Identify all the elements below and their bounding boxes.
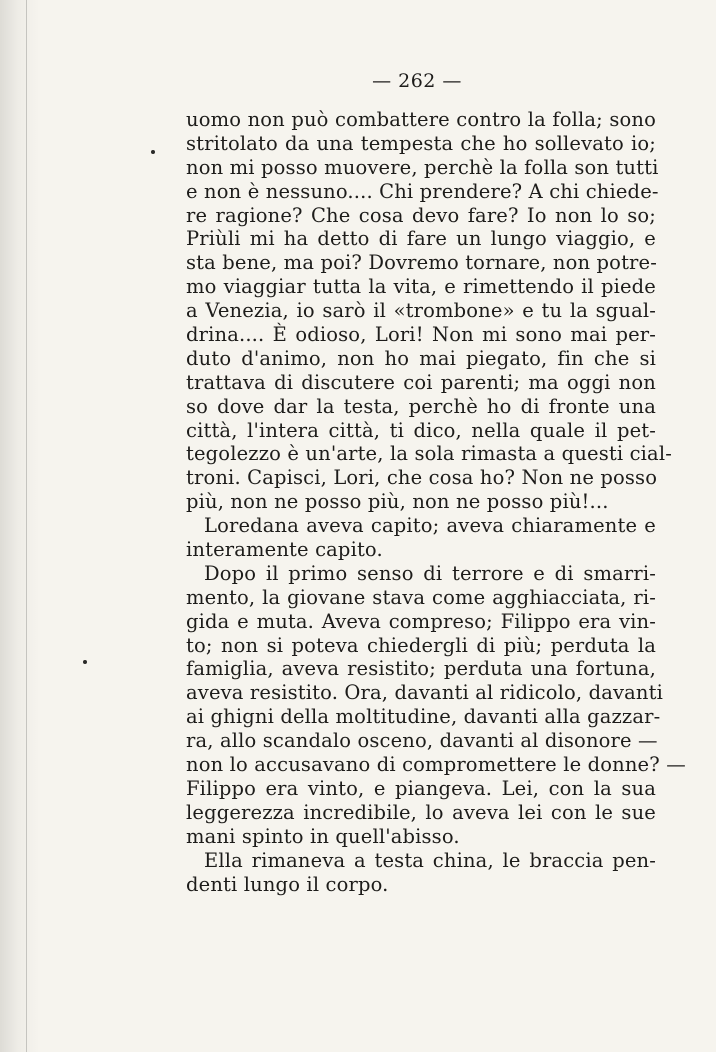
- body-text: [186, 108, 686, 896]
- paragraph: [186, 561, 686, 849]
- text-line: e non è nessuno.... Chi prendere? A chi chiede-: [186, 179, 659, 203]
- text-line: denti lungo il corpo.: [186, 872, 389, 896]
- print-speck: [151, 150, 155, 154]
- text-line: stritolato da una tempesta che ho sollevato io;: [186, 131, 656, 155]
- text-line: uomo non può combattere contro la folla; sono: [186, 108, 656, 131]
- text-line: a Venezia, io sarò il «trombone» e tu la sgual-: [186, 299, 656, 323]
- text-line: tegolezzo è un'arte, la sola rimasta a questi cial-: [186, 442, 672, 466]
- text-line: aveva resistito. Ora, davanti al ridicolo, davanti: [186, 681, 664, 705]
- text-line: Ella rimaneva a testa china, le braccia pen-: [204, 848, 656, 872]
- text-line: più, non ne posso più, non ne posso più!...: [186, 490, 609, 514]
- text-line: ra, allo scandalo osceno, davanti al disonore —: [186, 729, 658, 753]
- paragraph: [186, 108, 672, 514]
- text-line: ai ghigni della moltitudine, davanti alla gazzar-: [186, 705, 661, 729]
- text-line: to; non si poteva chiedergli di più; perduta la: [186, 633, 656, 657]
- text-line: mo viaggiar tutta la vita, e rimettendo il piede: [186, 275, 656, 299]
- paragraph: [186, 849, 656, 897]
- text-line: Priùli mi ha detto di fare un lungo viaggio, e: [186, 227, 656, 251]
- text-line: Dopo il primo senso di terrore e di smarri-: [204, 561, 656, 585]
- text-line: interamente capito.: [186, 538, 383, 562]
- text-line: non mi posso muovere, perchè la folla son tutti: [186, 155, 659, 179]
- text-line: drina.... È odioso, Lori! Non mi sono mai per-: [186, 323, 656, 347]
- page-number: — 262 —: [372, 70, 462, 92]
- text-line: non lo accusavano di compromettere le donne? —: [186, 753, 686, 777]
- text-line: famiglia, aveva resistito; perduta una fortuna,: [186, 657, 656, 681]
- text-line: mento, la giovane stava come agghiacciata, ri-: [186, 585, 656, 609]
- text-line: so dove dar la testa, perchè ho di fronte una: [186, 394, 656, 418]
- text-line: re ragione? Che cosa devo fare? Io non lo so;: [186, 203, 656, 227]
- paragraph: [186, 514, 656, 562]
- text-line: città, l'intera città, ti dico, nella quale il pet-: [186, 418, 656, 442]
- page-gutter: [26, 0, 27, 1052]
- text-line: mani spinto in quell'abisso.: [186, 824, 460, 848]
- text-line: troni. Capisci, Lori, che cosa ho? Non ne posso: [186, 466, 658, 490]
- text-line: trattava di discutere coi parenti; ma oggi non: [186, 370, 656, 394]
- print-speck: [83, 660, 87, 664]
- text-line: Loredana aveva capito; aveva chiaramente e: [204, 514, 656, 538]
- text-line: sta bene, ma poi? Dovremo tornare, non potre-: [186, 251, 657, 275]
- text-line: gida e muta. Aveva compreso; Filippo era vin-: [186, 609, 656, 633]
- text-line: leggerezza incredibile, lo aveva lei con le sue: [186, 800, 656, 824]
- text-line: duto d'animo, non ho mai piegato, fin che si: [186, 346, 656, 370]
- text-line: Filippo era vinto, e piangeva. Lei, con la sua: [186, 776, 656, 800]
